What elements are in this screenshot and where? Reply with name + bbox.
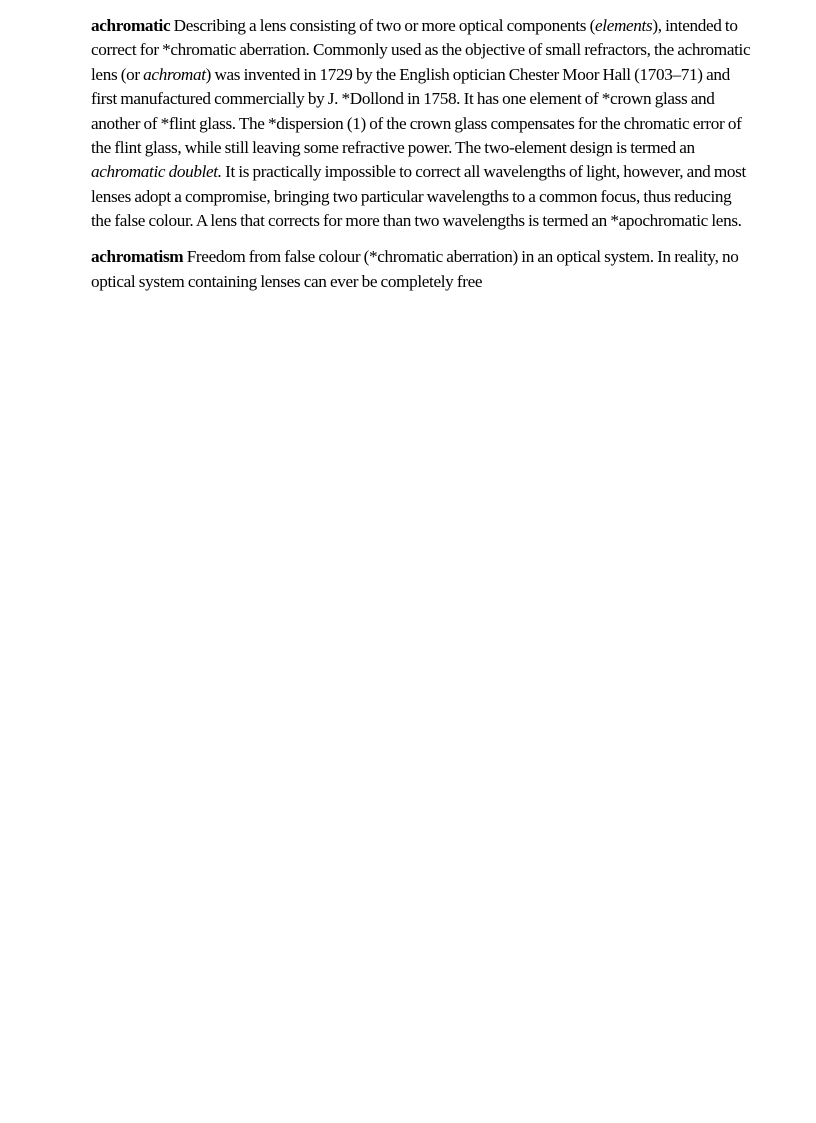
entry-achromatic (91, 14, 751, 234)
definition-text: ) was invented in 1729 by the English optician Chester Moor Hall (1703–71) and first manufactured commercially by J. *Dollond in 1758. It has one element of *crown glass and another of *flint glass. The *dispersion (1) of the crown glass compensates for the chromatic error of the flint glass, while still leaving some refractive power. The two-element design is termed an (91, 64, 742, 158)
italic-term: elements (594, 16, 653, 35)
italic-term: achromatic doublet. (91, 162, 222, 182)
entry-achromatism (91, 245, 751, 294)
definition-text: Freedom from false colour (*chromatic aberration) in an optical system. In reality, no optical system containing lenses can ever be completely free (91, 247, 739, 291)
definition-text: It is practically impossible to correct all wavelengths of light, however, and most lenses adopt a compromise, bringing two particular wavelengths to a common focus, thus reducing the false colour. A lens that corrects for more than two wavelengths is termed an *apochromatic lens. (91, 162, 746, 231)
definition-text: Describing a lens consisting of two or more optical components ( (170, 16, 595, 35)
headword: achromatism (91, 247, 184, 267)
headword: achromatic (91, 16, 171, 35)
italic-term: achromat (143, 64, 206, 84)
definition-text: ), intended to correct for *chromatic aberration. Commonly used as the objective of small refractors, the achromatic lens (or (91, 16, 751, 84)
dictionary-page (91, 14, 751, 305)
